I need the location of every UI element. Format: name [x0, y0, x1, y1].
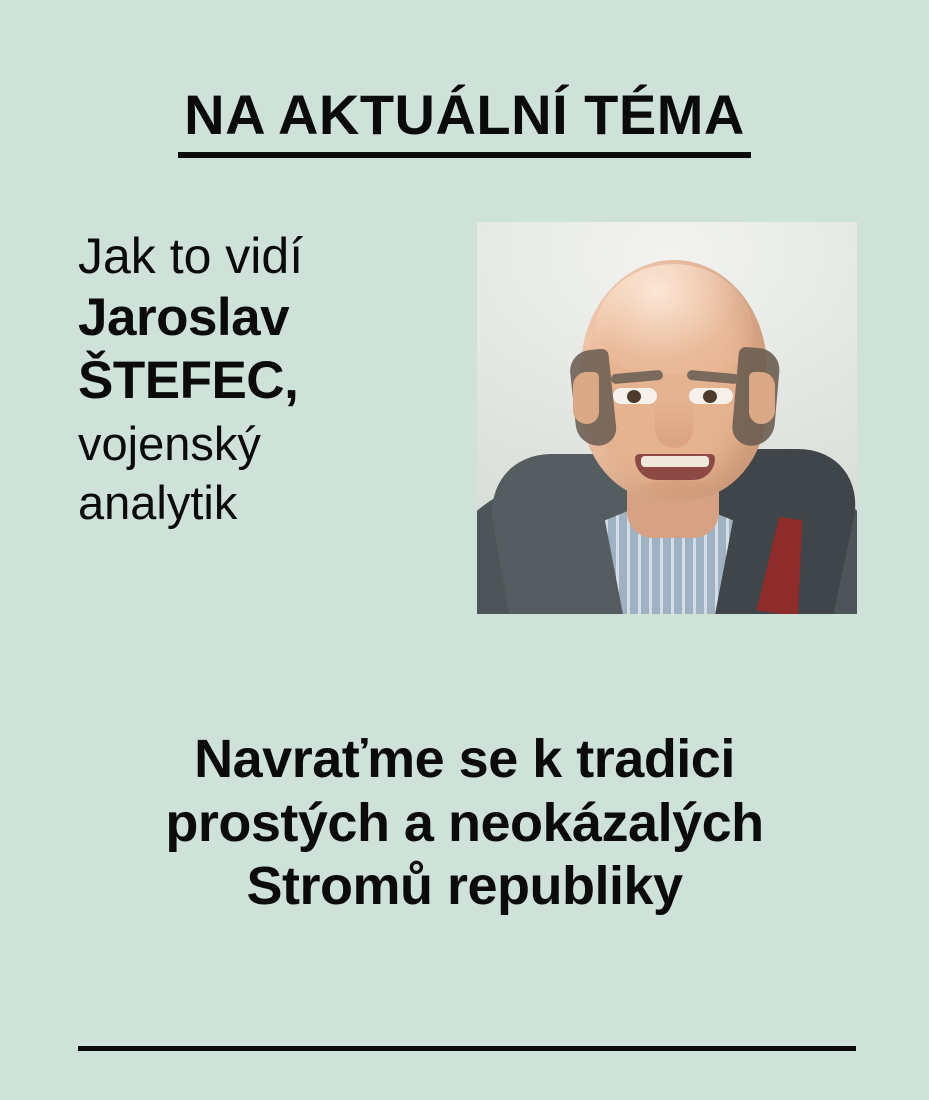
byline-name-first: Jaroslav	[78, 288, 290, 347]
headline-line-2: prostých a neokázalých	[165, 792, 764, 853]
portrait-eye-right	[689, 388, 733, 404]
portrait-ear-left	[573, 372, 599, 424]
portrait-nose	[655, 400, 693, 448]
bottom-divider	[78, 1046, 856, 1051]
author-portrait-photo	[477, 222, 857, 614]
byline-role-first: vojenský	[78, 416, 261, 470]
byline-block	[78, 228, 458, 530]
headline-line-3: Stromů republiky	[246, 856, 683, 917]
headline-line-1: Navraťme se k tradici	[194, 729, 735, 789]
portrait-mouth	[635, 454, 715, 480]
byline-intro: Jak to vidí	[78, 228, 304, 284]
byline-name-last: ŠTEFEC,	[78, 351, 299, 411]
byline-role-second: analytik	[78, 476, 238, 530]
portrait-eye-left	[613, 388, 657, 404]
section-kicker	[0, 84, 929, 158]
article-headline	[50, 728, 879, 919]
portrait-ear-right	[749, 372, 775, 424]
portrait-chin-shadow	[627, 480, 723, 506]
section-kicker-text: NA AKTUÁLNÍ TÉMA	[178, 84, 751, 158]
portrait-teeth	[641, 456, 709, 467]
